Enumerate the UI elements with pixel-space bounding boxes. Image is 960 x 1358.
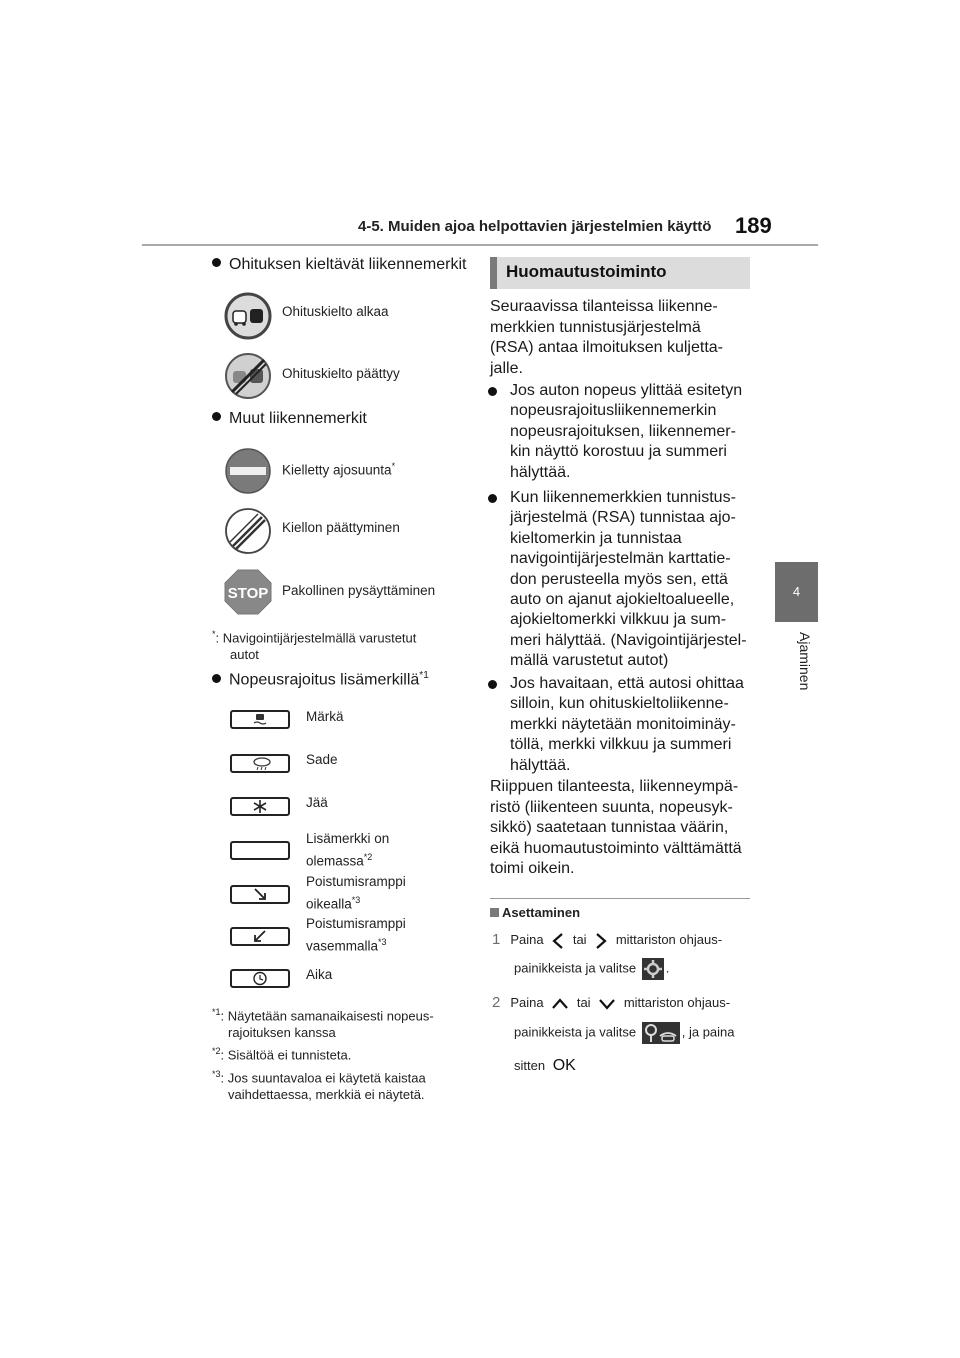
- header-divider: [142, 244, 818, 246]
- blank-plate-icon: [230, 841, 290, 860]
- clock-icon: [230, 969, 290, 988]
- sign-label: Jää: [306, 795, 328, 810]
- sign-label: Ohituskielto alkaa: [282, 304, 389, 319]
- other-heading: Muut liikennemerkit: [212, 410, 367, 428]
- sign-label: Aika: [306, 967, 333, 982]
- overtaking-heading: Ohituksen kieltävät liikennemerkit: [212, 256, 466, 274]
- settings-heading: Asettaminen: [490, 905, 580, 920]
- footnote: $^{*1}$: Näytetään samanaikaisesti nopeus- rajoituksen kanssa: [212, 1007, 434, 1041]
- arrow-down-left-icon: [230, 927, 290, 946]
- arrow-down-right-icon: [230, 885, 290, 904]
- sign-label: Ohituskielto päättyy: [282, 366, 400, 381]
- speed-heading: Nopeusrajoitus lisämerkillä$^{*1}$: [212, 670, 429, 689]
- step-2-line-1: 2 Paina tai mittariston ohjaus-: [492, 994, 731, 1011]
- ok-button-glyph: OK: [552, 1057, 576, 1074]
- sign-label: Kiellon päättyminen: [282, 520, 400, 535]
- sign-label: Sade: [306, 752, 338, 767]
- rain-cloud-icon: [230, 754, 290, 773]
- end-no-overtaking-sign-icon: [224, 352, 272, 400]
- sign-label: Märkä: [306, 709, 344, 724]
- sign-label: Pakollinen pysäyttäminen: [282, 583, 436, 598]
- svg-text:STOP: STOP: [227, 585, 269, 602]
- stop-sign-icon: [223, 568, 273, 616]
- bullet-icon: [212, 258, 221, 267]
- chapter-tab: 4: [775, 562, 818, 622]
- bullet-icon: [212, 412, 221, 421]
- outro-paragraph: Riippuen tilanteesta, liikenneympä- ristö (liikenteen suunta, nopeusyk- sikkö) saatetaan tunnistaa väärin, eikä huomautustoiminto välttämättä toimi oikein.: [490, 778, 742, 877]
- notice-bullet: Kun liikennemerkkien tunnistus- järjestelmä (RSA) tunnistaa ajo- kieltomerkin ja tunnistaa navigointijärjestelmän karttatie- don perusteella myös sen, että auto on ajanut ajokieltoalueelle, ajokieltomerkki vilkkuu ja sum- meri hälyttää. (Navigointijärjestel- mällä varustetut autot): [510, 488, 760, 672]
- step-1-line-2: painikkeista ja valitse .: [514, 958, 669, 980]
- bullet-icon: [488, 494, 497, 503]
- footnote: $^{*3}$: Jos suuntavaloa ei käytetä kaistaa vaihdettaessa, merkkiä ei näytetä.: [212, 1069, 426, 1103]
- bullet-icon: [212, 674, 221, 683]
- no-overtaking-sign-icon: [224, 292, 272, 340]
- sign-label: Poistumisramppi oikealla$^{*3}$: [306, 874, 406, 912]
- notice-box-title: Huomautustoiminto: [506, 262, 667, 281]
- bullet-icon: [488, 387, 497, 396]
- sign-label: Lisämerkki on olemassa$^{*2}$: [306, 831, 390, 869]
- sign-label: Poistumisramppi vasemmalla$^{*3}$: [306, 916, 406, 954]
- chevron-up-icon: [551, 997, 569, 1011]
- no-entry-sign-icon: [224, 448, 272, 494]
- step-1-line-1: 1 Paina tai mittariston ohjaus-: [492, 931, 723, 948]
- gear-icon: [642, 958, 664, 980]
- footnote: *: Navigointijärjestelmällä varustetut autot: [212, 629, 417, 663]
- notice-box-bar: [490, 257, 497, 289]
- chevron-left-icon: [551, 932, 565, 950]
- sign-label: Kielletty ajosuunta*: [282, 461, 396, 478]
- chevron-down-icon: [598, 997, 616, 1011]
- notice-bullet: Jos havaitaan, että autosi ohittaa silloin, kun ohituskieltoliikenne- merkki näytetään monitoiminäy- töllä, merkki vilkkuu ja summeri hälyttää.: [510, 674, 760, 776]
- chapter-label: Ajaminen: [797, 632, 813, 691]
- traffic-sign-recognition-icon: [642, 1022, 680, 1044]
- page-number: 189: [735, 213, 772, 238]
- bullet-icon: [488, 680, 497, 689]
- step-2-line-3: sitten OK: [514, 1057, 576, 1074]
- step-2-line-2: painikkeista ja valitse , ja paina: [514, 1022, 735, 1044]
- snowflake-icon: [230, 797, 290, 816]
- end-of-restriction-sign-icon: [224, 508, 272, 554]
- section-divider: [490, 898, 750, 899]
- chevron-right-icon: [594, 932, 608, 950]
- notice-bullet: Jos auton nopeus ylittää esitetyn nopeusrajoitusliikennemerkin nopeusrajoituksen, liikennemer- kin näyttö korostuu ja summeri hälyttää.: [510, 381, 760, 483]
- square-marker-icon: [490, 908, 499, 917]
- section-title: 4-5. Muiden ajoa helpottavien järjestelmien käyttö: [358, 218, 712, 235]
- wet-road-icon: [230, 710, 290, 729]
- intro-paragraph: Seuraavissa tilanteissa liikenne- merkkien tunnistusjärjestelmä (RSA) antaa ilmoituksen kuljetta- jalle.: [490, 298, 723, 377]
- footnote: $^{*2}$: Sisältöä ei tunnisteta.: [212, 1046, 352, 1063]
